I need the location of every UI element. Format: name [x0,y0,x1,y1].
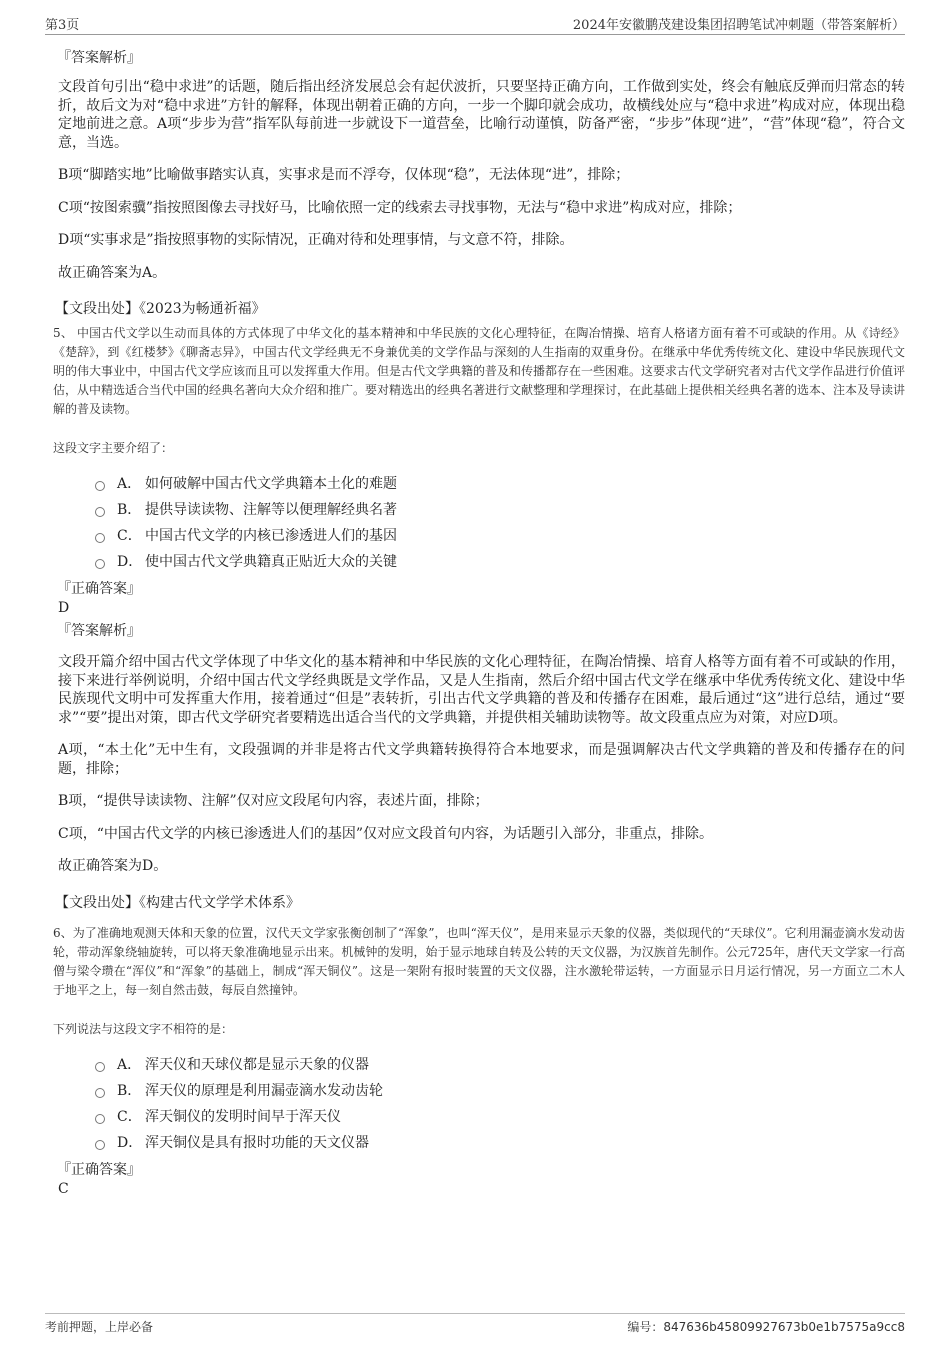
option-b[interactable] [95,497,905,523]
option-text: 浑天铜仪的发明时间早于浑天仪 [145,1108,341,1125]
option-a[interactable] [95,471,905,497]
analysis-label: 『答案解析』 [57,50,141,66]
option-text: 浑天仪的原理是利用漏壶滴水发动齿轮 [145,1082,383,1099]
option-letter: B． [117,1082,142,1099]
option-letter: D． [117,554,143,570]
analysis-paragraph: 故正确答案为A。 [58,264,167,281]
radio-icon[interactable] [95,1114,105,1124]
analysis-paragraph: C项，“中国古代文学的内核已渗透进人们的基因”仅对应文段首句内容，为话题引入部分，非重点，排除。 [58,825,714,842]
page-header [45,12,905,35]
option-d[interactable] [95,1130,905,1156]
radio-icon[interactable] [95,1088,105,1098]
option-letter: B． [117,502,142,518]
radio-icon[interactable] [95,507,105,517]
question-5-prompt: 这段文字主要介绍了： [53,441,174,455]
option-c[interactable] [95,1104,905,1130]
analysis-paragraph: B项，“提供导读读物、注解”仅对应文段尾句内容，表述片面，排除； [58,793,489,809]
code-value: 847636b45809927673b0e1b7575a9cc8 [663,1320,905,1334]
page-content [55,44,905,1202]
radio-icon[interactable] [95,1140,105,1150]
analysis-paragraph: D项“实事求是”指按照事物的实际情况，正确对待和处理事情，与文意不符，排除。 [58,232,574,248]
option-c[interactable] [95,523,905,549]
analysis-paragraph: C项“按图索骥”指按照图像去寻找好马，比喻依照一定的线索去寻找事物，无法与“稳中求进”构成对应，排除； [58,199,742,216]
radio-icon[interactable] [95,481,105,491]
source-citation: 【文段出处】《构建古代文学学术体系》 [55,894,300,911]
analysis-paragraph: 故正确答案为D。 [58,858,168,874]
option-letter: D． [117,1134,143,1151]
question-6-prompt: 下列说法与这段文字不相符的是： [53,1021,234,1036]
radio-icon[interactable] [95,533,105,543]
radio-icon[interactable] [95,559,105,569]
correct-answer-label: 『正确答案』 [57,1161,141,1178]
option-text: 使中国古代文学典籍真正贴近大众的关键 [145,554,397,570]
option-letter: C． [117,1108,142,1125]
question-6-text: 6、为了准确地观测天体和天象的位置，汉代天文学家张衡创制了“浑象”，也叫“浑天仪”，是用来显示天象的仪器，类似现代的“天球仪”。它利用漏壶滴水发动齿轮，带动浑象绕轴旋转，可以将天象准确地显示出来。机械钟的发明，始于显示地球自转及公转的天文仪器，为汉族首先制作。公元725年，唐代天文学家一行高僧与梁令瓒在“浑仪”和“浑象”的基础上，制成“浑天铜仪”。这是一架附有报时装置的天文仪器，注水激轮带运转，一方面显示日月运行情况，另一方面立二木人于地平之上，每一刻自然击鼓，每辰自然撞钟。 [53,925,905,997]
question-5-options [95,471,905,575]
question-6-options [95,1052,905,1156]
page-footer [45,1313,905,1336]
analysis-paragraph: B项“脚踏实地”比喻做事踏实认真，实事求是而不浮夸，仅体现“稳”，无法体现“进”，排除； [58,167,630,183]
option-text: 中国古代文学的内核已渗透进人们的基因 [145,528,397,544]
question-5-text: 5、 中国古代文学以生动而具体的方式体现了中华文化的基本精神和中华民族的文化心理特征，在陶冶情操、培育人格诸方面有着不可或缺的作用。从《诗经》《楚辞》，到《红楼梦》《聊斋志异》，中国古代文学经典无不身兼优美的文学作品与深刻的人生指南的双重身份。在继承中华优秀传统文化、建设中华民族现代文明的伟大事业中，中国古代文学应该而且可以发挥重大作用。但是古代文学典籍的普及和传播都存在一些困难。这要求古代文学研究者对古代文学作品进行价值评估，从中精选适合当代中国的经典名著向大众介绍和推广。要对精选出的经典名著进行文献整理和学理探讨，在此基础上提供相关经典名著的选本、注本及导读讲解的普及读物。 [53,326,906,416]
source-citation: 【文段出处】《2023为畅通祈福》 [55,301,266,317]
option-text: 如何破解中国古代文学典籍本土化的难题 [145,476,397,492]
option-letter: A． [117,1056,142,1073]
option-d[interactable] [95,549,905,575]
option-letter: C． [117,528,142,544]
analysis-paragraph: A项，“本土化”无中生有，文段强调的并非是将古代文学典籍转换得符合本地要求，而是强调解决古代文学典籍的普及和传播存在的问题，排除； [58,742,905,777]
document-title: 2024年安徽鹏茂建设集团招聘笔试冲刺题（带答案解析） [572,18,905,33]
option-a[interactable] [95,1052,905,1078]
option-letter: A． [117,476,142,492]
correct-answer: D [58,600,70,616]
page-number: 第3页 [45,18,80,33]
document-code [627,1318,905,1335]
radio-icon[interactable] [95,1062,105,1072]
correct-answer: C [58,1180,69,1197]
option-text: 浑天仪和天球仪都是显示天象的仪器 [145,1056,369,1073]
option-b[interactable] [95,1078,905,1104]
footer-slogan: 考前押题，上岸必备 [45,1320,154,1334]
analysis-paragraph: 文段开篇介绍中国古代文学体现了中华文化的基本精神和中华民族的文化心理特征，在陶冶情操、培育人格等方面有着不可或缺的作用，接下来进行举例说明，介绍中国古代文学经典既是文学作品，又是人生指南，然后介绍中国古代文学在继承中华优秀传统文化、建设中华民族现代文明中可发挥重大作用，接着通过“但是”表转折，引出古代文学典籍的普及和传播存在困难，最后通过“这”进行总结，通过“要求”“要”提出对策，即古代文学研究者要精选出适合当代的文学典籍，并提供相关辅助读物等。故文段重点应为对策，对应D项。 [58,654,905,726]
analysis-paragraph: 文段首句引出“稳中求进”的话题，随后指出经济发展总会有起伏波折，只要坚持正确方向，工作做到实处，终会有触底反弹而归常态的转折，故后文为对“稳中求进”方针的解释，体现出朝着正确的方向，一步一个脚印就会成功，故横线处应与“稳中求进”构成对应，体现出稳定地前进之意。A项“步步为营”指军队每前进一步就设下一道营垒，比喻行动谨慎，防备严密，“步步”体现“进”，“营”体现“稳”，符合文意，当选。 [58,79,905,151]
option-text: 提供导读读物、注解等以便理解经典名著 [145,502,397,518]
code-label: 编号： [627,1320,664,1334]
option-text: 浑天铜仪是具有报时功能的天文仪器 [145,1134,369,1151]
correct-answer-label: 『正确答案』 [57,581,141,597]
analysis-label: 『答案解析』 [57,623,141,639]
